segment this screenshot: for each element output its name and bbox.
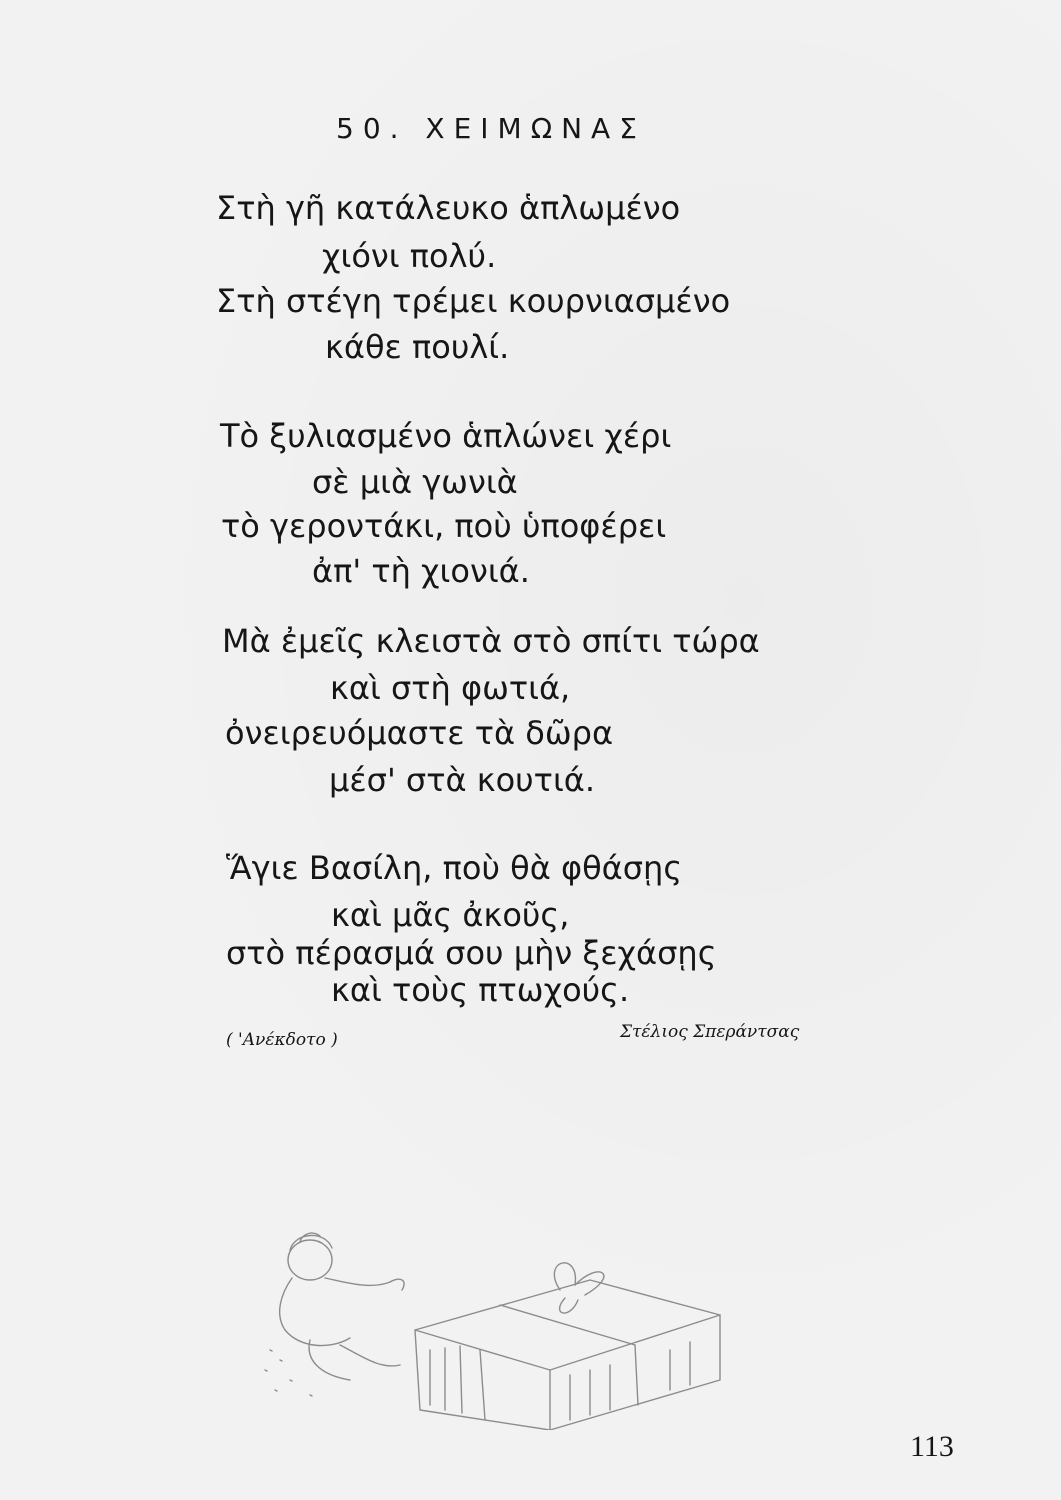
poem-line: σὲ μιὰ γωνιὰ <box>312 463 518 501</box>
page-number: 113 <box>910 1430 954 1463</box>
child-head-shape <box>288 1240 332 1280</box>
poem-line: ὀνειρευόμαστε τὰ δῶρα <box>225 714 614 752</box>
poem-line: καὶ μᾶς ἀκοῦς, <box>331 896 570 934</box>
poem-line: μέσ' στὰ κουτιά. <box>329 761 596 799</box>
poem-line: τὸ γεροντάκι, ποὺ ὑποφέρει <box>221 507 667 545</box>
poem-line: Στὴ γῆ κατάλευκο ἁπλωμένο <box>216 189 681 227</box>
poem-line: χιόνι πολύ. <box>322 237 497 275</box>
poem-line: Στὴ στέγη τρέμει κουρνιασμένο <box>216 282 731 320</box>
poem-line: ἀπ' τὴ χιονιά. <box>312 552 530 590</box>
poem-line: Ἅγιε Βασίλη, ποὺ θὰ φθάσῃς <box>226 849 683 887</box>
poem-line: Τὸ ξυλιασμένο ἁπλώνει χέρι <box>220 417 672 455</box>
poem-title: 50. ΧΕΙΜΩΝΑΣ <box>336 112 646 145</box>
source-note: ( 'Ανέκδοτο ) <box>226 1030 338 1050</box>
poem-line: καὶ στὴ φωτιά, <box>330 669 571 707</box>
gift-illustration <box>250 1220 750 1430</box>
poem-line: στὸ πέρασμά σου μὴν ξεχάσῃς <box>226 934 717 972</box>
author-name: Στέλιος Σπεράντσας <box>620 1022 800 1042</box>
poem-line: Μὰ ἐμεῖς κλειστὰ στὸ σπίτι τώρα <box>222 622 760 660</box>
poem-line: καὶ τοὺς πτωχούς. <box>331 971 630 1009</box>
poem-line: κάθε πουλί. <box>325 328 510 366</box>
